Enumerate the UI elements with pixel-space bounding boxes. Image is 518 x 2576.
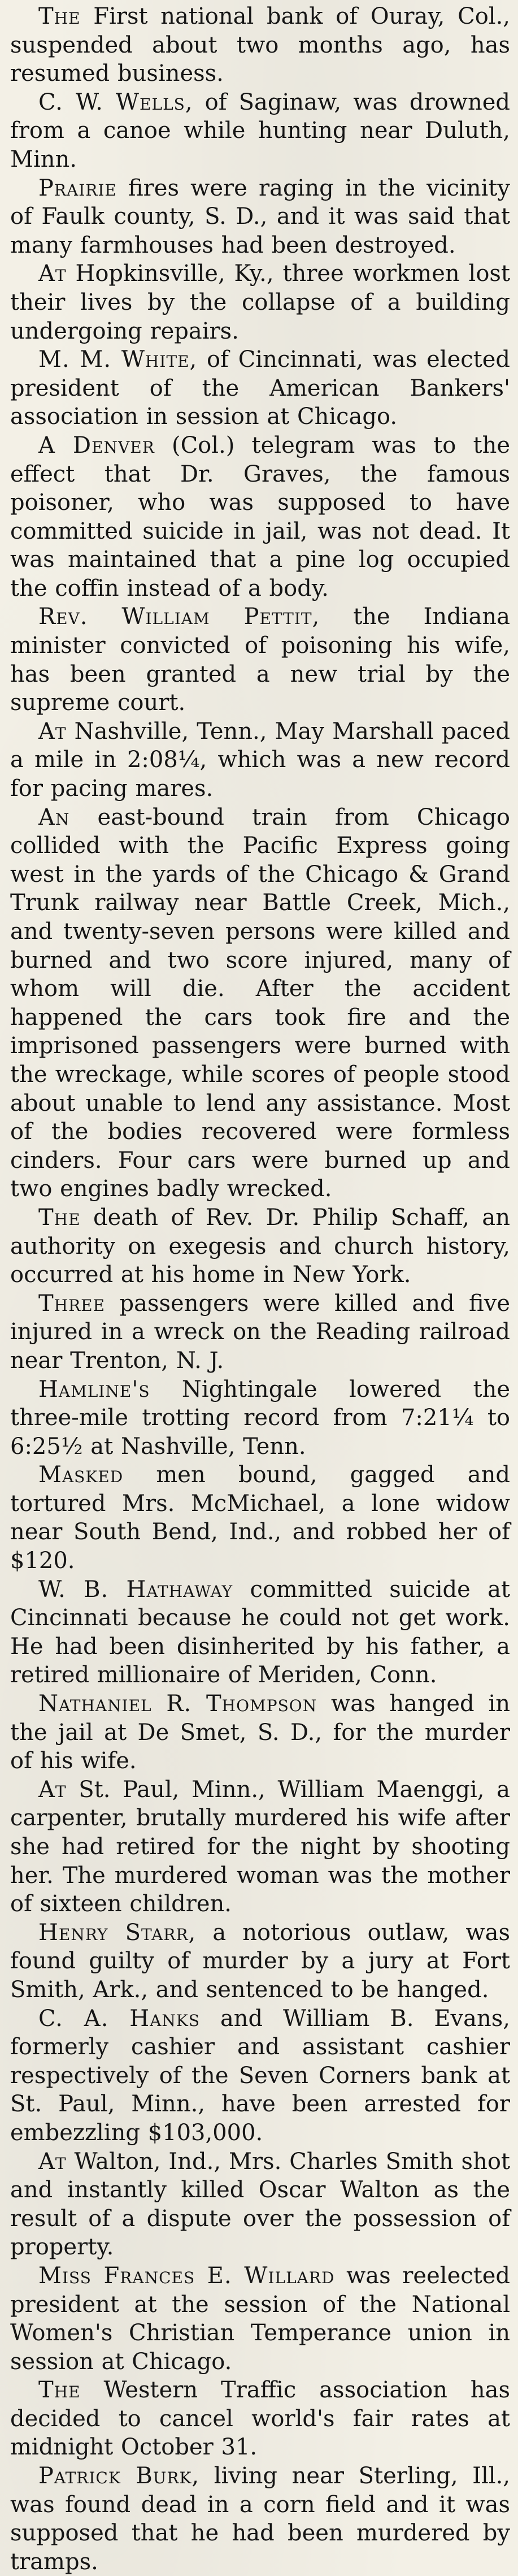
- item-lead: At: [38, 261, 67, 287]
- item-lead: The: [38, 2377, 81, 2404]
- item-text: a notorious outlaw, was found guilty of murder by a jury at Fort Smith, Ark., and sentenced to be hanged.: [10, 1919, 511, 2003]
- item-text: was hanged in the jail at De Smet, S. D., for the murder of his wife.: [10, 1691, 510, 1774]
- item-text: Nightingale lowered the three-mile trotting record from 7:21¼ to 6:25½ at Nashville, Tenn.: [10, 1376, 511, 1460]
- item-lead: The: [38, 1204, 81, 1231]
- item-lead: Miss Frances E. Willard: [38, 2262, 335, 2289]
- item-lead: An: [38, 804, 70, 830]
- item-text: of Cincinnati, was elected president of the American Bankers' association in session at Chicago.: [10, 347, 511, 430]
- item-lead: The: [38, 3, 81, 29]
- item-text: and William B. Evans, formerly cashier and assistant cashier respectively of the Seven Corners bank at St. Paul, Minn., have been arrested for embezzling $103,000.: [10, 2005, 510, 2146]
- news-item: [10, 345, 510, 431]
- news-item: [10, 1461, 510, 1575]
- news-item: [10, 2, 510, 88]
- news-item: [10, 431, 510, 603]
- item-lead: Masked: [38, 1462, 124, 1488]
- item-lead: Three: [38, 1290, 106, 1317]
- item-text: east-bound train from Chicago collided with the Pacific Express going west in the yards of the Chicago & Grand Trunk railway near Battle Creek, Mich., and twenty-seven persons were killed and burned and two score injured, many of whom will die. After the accident happened the cars took fire and the imprisoned passengers were burned with the wreckage, while scores of people stood about unable to lend any assistance. Most of the bodies recovered were formless cinders. Four cars were burned up and two engines badly wrecked.: [10, 804, 511, 1202]
- item-lead: A Denver: [38, 432, 155, 458]
- item-lead: At: [38, 2148, 67, 2175]
- item-lead: C. W. Wells,: [38, 89, 193, 115]
- item-lead: W. B. Hathaway: [38, 1576, 233, 1603]
- news-item: [10, 88, 510, 174]
- item-text: living near Sterling, Ill., was found dead in a corn field and it was supposed that he had been murdered by tramps.: [10, 2463, 510, 2575]
- item-lead: Prairie: [38, 175, 117, 201]
- news-item: [10, 2004, 510, 2148]
- item-text: Western Traffic association has decided to cancel world's fair rates at midnight October 31.: [10, 2377, 510, 2461]
- news-item: [10, 803, 510, 1203]
- news-item: [10, 2148, 510, 2262]
- item-text: Hopkinsville, Ky., three workmen lost their lives by the collapse of a building undergoing repairs.: [10, 261, 510, 344]
- news-item: [10, 2462, 510, 2576]
- item-lead: Hamline's: [38, 1376, 150, 1402]
- news-item: [10, 2376, 510, 2462]
- item-lead: C. A. Hanks: [38, 2005, 201, 2032]
- item-text: men bound, gagged and tortured Mrs. McMichael, a lone widow near South Bend, Ind., and robbed her of $120.: [10, 1462, 510, 1574]
- item-lead: Rev. William Pettit,: [38, 604, 320, 630]
- item-text: Nashville, Tenn., May Marshall paced a mile in 2:08¼, which was a new record for pacing mares.: [10, 718, 510, 802]
- item-text: fires were raging in the vicinity of Faulk county, S. D., and it was said that many farmhouses had been destroyed.: [10, 175, 510, 258]
- item-text: First national bank of Ouray, Col., suspended about two months ago, has resumed business.: [10, 3, 511, 87]
- item-text: was reelected president at the session of the National Women's Christian Temperance union in session at Chicago.: [10, 2262, 510, 2375]
- item-lead: At: [38, 718, 67, 744]
- item-text: (Col.) telegram was to the effect that Dr. Graves, the famous poisoner, who was supposed to have committed suicide in jail, was not dead. It was maintained that a pine log occupied the coffin instead of a body.: [10, 432, 510, 601]
- news-item: [10, 603, 510, 717]
- news-item: [10, 1919, 510, 2004]
- item-lead: M. M. White,: [38, 347, 198, 373]
- item-text: committed suicide at Cincinnati because he could not get work. He had been disinherited by his father, a retired millionaire of Meriden, Conn.: [10, 1576, 510, 1689]
- news-item: [10, 717, 510, 803]
- item-text: passengers were killed and five injured in a wreck on the Reading railroad near Trenton, N. J.: [10, 1290, 510, 1374]
- item-text: of Saginaw, was drowned from a canoe while hunting near Duluth, Minn.: [10, 89, 511, 172]
- item-text: St. Paul, Minn., William Maenggi, a carpenter, brutally murdered his wife after she had retired for the night by shooting her. The murdered woman was the mother of sixteen children.: [10, 1776, 511, 1917]
- item-lead: Nathaniel R. Thompson: [38, 1691, 317, 1717]
- news-item: [10, 1575, 510, 1690]
- item-text: Walton, Ind., Mrs. Charles Smith shot and instantly killed Oscar Walton as the result of a dispute over the possession of property.: [10, 2148, 510, 2261]
- news-item: [10, 1690, 510, 1776]
- news-item: [10, 1289, 510, 1375]
- item-text: the Indiana minister convicted of poisoning his wife, has been granted a new trial by the supreme court.: [10, 604, 511, 716]
- news-item: [10, 259, 510, 345]
- item-lead: At: [38, 1776, 67, 1803]
- item-lead: Henry Starr,: [38, 1919, 197, 1946]
- news-item: [10, 174, 510, 260]
- news-item: [10, 1203, 510, 1289]
- item-lead: Patrick Burk,: [38, 2463, 200, 2490]
- news-item: [10, 1375, 510, 1461]
- news-item: [10, 2262, 510, 2376]
- news-item: [10, 1776, 510, 1919]
- item-text: death of Rev. Dr. Philip Schaff, an authority on exegesis and church history, occurred at his home in New York.: [10, 1204, 510, 1288]
